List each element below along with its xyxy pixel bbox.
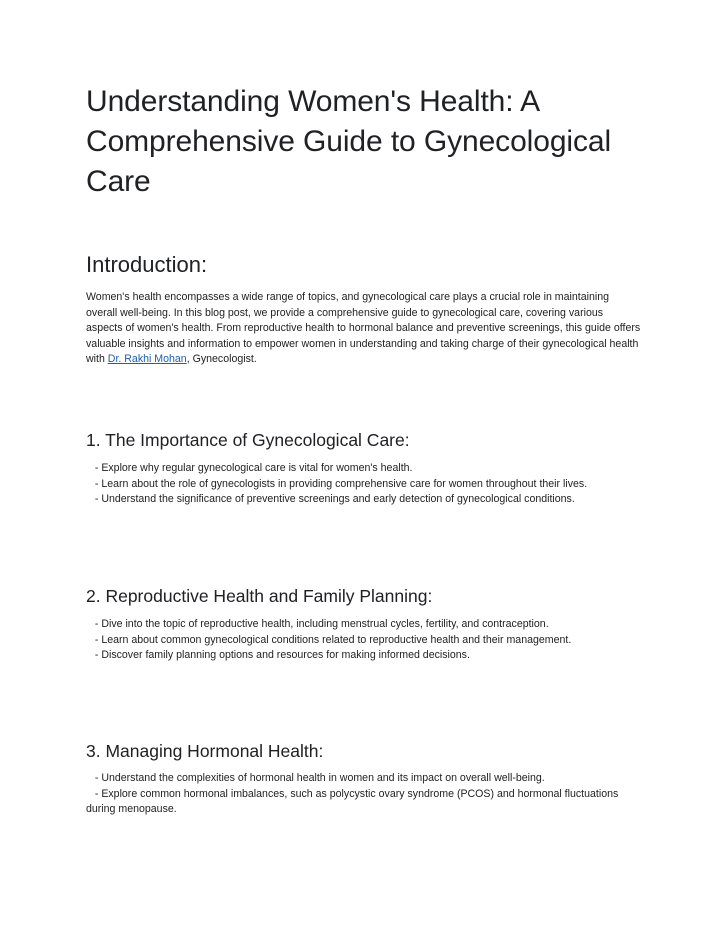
intro-text-end: , Gynecologist. [186, 353, 257, 366]
section-3-list [86, 771, 641, 818]
list-item: - Explore common hormonal imbalances, such as polycystic ovary syndrome (PCOS) and hormonal fluctuations during menopause. [86, 787, 641, 818]
section-2-heading: 2. Reproductive Health and Family Planning: [86, 586, 433, 606]
intro-paragraph [86, 290, 641, 368]
document-title: Understanding Women's Health: A Comprehensive Guide to Gynecological Care [86, 85, 612, 198]
list-item: - Dive into the topic of reproductive health, including menstrual cycles, fertility, and contraception. [86, 617, 641, 633]
section-1-list [86, 461, 641, 508]
list-item: - Learn about the role of gynecologists in providing comprehensive care for women throughout their lives. [86, 477, 641, 493]
doctor-link[interactable]: Dr. Rakhi Mohan [107, 353, 187, 366]
list-item: - Explore why regular gynecological care is vital for women's health. [86, 461, 641, 477]
section-3-heading: 3. Managing Hormonal Health: [86, 741, 324, 761]
intro-heading: Introduction: [86, 252, 208, 277]
list-item: - Discover family planning options and resources for making informed decisions. [86, 648, 641, 664]
intro-text: Women's health encompasses a wide range of topics, and gynecological care plays a crucial role in maintaining overall well-being. In this blog post, we provide a comprehensive guide to gynecological care, covering various aspects of women's health. From reproductive health to hormonal balance and preventive screenings, this guide offers valuable insights and information to empower women in understanding and taking charge of their gynecological health with [86, 291, 641, 366]
list-item: - Learn about common gynecological conditions related to reproductive health and their management. [86, 633, 641, 649]
section-2-list [86, 617, 641, 664]
list-item: - Understand the significance of preventive screenings and early detection of gynecological conditions. [86, 492, 641, 508]
list-item: - Understand the complexities of hormonal health in women and its impact on overall well-being. [86, 771, 641, 787]
section-1-heading: 1. The Importance of Gynecological Care: [86, 430, 410, 450]
